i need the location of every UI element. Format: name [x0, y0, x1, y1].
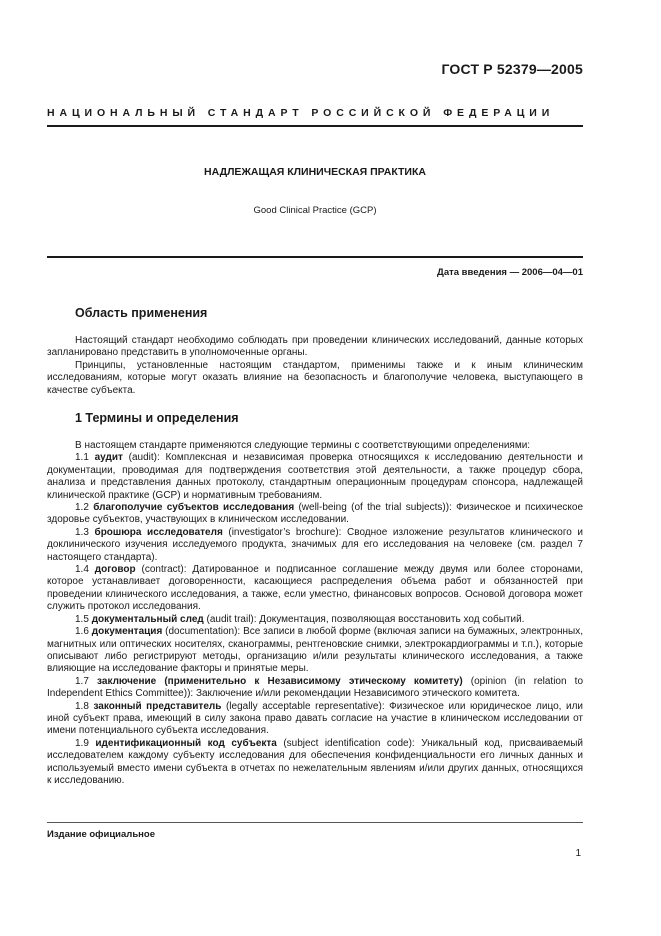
term-name: документация: [91, 626, 163, 638]
term-name: брошюра исследователя: [94, 526, 223, 538]
term-item: 1.1 аудит (audit): Комплексная и независимая проверка относящихся к исследованию деятельности и документации, проводимая для подтверждения соответствия этой деятельности, а также процедур сбора, анализа и представления данных протоколу, стандартным операционным процедурам спонсора, надлежащей клинической практике (GCP) и нормативным требованиям.: [47, 452, 583, 501]
scope-text: [47, 335, 583, 397]
term-name: идентификационный код субъекта: [95, 737, 277, 749]
national-standard-banner: НАЦИОНАЛЬНЫЙ СТАНДАРТ РОССИЙСКОЙ ФЕДЕРАЦИИ: [47, 107, 555, 119]
scope-paragraph: Принципы, установленные настоящим стандартом, применимы также и к иным клиническим исследованиям, которые могут оказать влияние на безопасность и благополучие человека, выступающего в качестве субъекта.: [47, 359, 583, 396]
term-item: 1.4 договор (contract): Датированное и подписанное соглашение между двумя или более сторонами, которое устанавливает договоренности, касающиеся распределения объема работ и обязанностей при проведении клинического исследования, а также, если уместно, финансовых вопросов. Основой договора может служить протокол исследования.: [47, 564, 583, 613]
term-item: 1.3 брошюра исследователя (investigator’s brochure): Сводное изложение результатов клинического и доклинического изучения исследуемого продукта, значимых для его исследования на человеке (см. раздел 7 настоящего стандарта).: [47, 526, 584, 563]
scope-paragraph: Настоящий стандарт необходимо соблюдать при проведении клинических исследований, данные которых запланировано представить в уполномоченные органы.: [47, 335, 583, 359]
term-item: 1.8 законный представитель (legally acceptable representative): Физическое или юридическое лицо, или иной субъект права, имеющий в силу закона право давать согласие на участие в клиническом исследовании от имени потенциального субъекта исследования.: [47, 700, 583, 737]
term-item: 1.6 документация (documentation): Все записи в любой форме (включая записи на бумажных, электронных, магнитных или оптических носителях, сканограммы, рентгеновские снимки, электрокардиограммы и т.п.), которые описывают либо регистрируют методы, организацию и/или результаты клинического исследования, а также влияющие на исследование факторы и принятые меры.: [47, 626, 583, 675]
term-item: 1.2 благополучие субъектов исследования (well-being (of the trial subjects)): Физическое и психическое здоровье субъектов, участвующих в клиническом исследовании.: [47, 502, 584, 526]
title-rule: [47, 256, 583, 258]
terms-intro: В настоящем стандарте применяются следующие термины с соответствующими определениями:: [75, 440, 531, 451]
terms-heading: 1 Термины и определения: [75, 411, 239, 425]
page-number: 1: [575, 848, 581, 859]
footer-rule: [47, 822, 583, 823]
term-name: благополучие субъектов исследования: [93, 502, 295, 514]
scope-heading: Область применения: [75, 306, 208, 320]
term-item: 1.7 заключение (применительно к Независимому этическому комитету) (opinion (in relation to Independent Ethics Committee)): Заключение и/или рекомендации Независимого этического комитета.: [47, 675, 584, 700]
header-rule: [47, 125, 583, 127]
document-title: НАДЛЕЖАЩАЯ КЛИНИЧЕСКАЯ ПРАКТИКА: [204, 166, 426, 178]
term-name: законный представитель: [93, 700, 222, 712]
term-name: договор: [94, 564, 136, 576]
term-name: заключение (применительно к Независимому этическому комитету): [97, 675, 463, 687]
term-item: 1.5 документальный след (audit trail): Документация, позволяющая восстановить ход событий.: [75, 613, 525, 625]
term-name: документальный след: [91, 613, 204, 625]
term-item: 1.9 идентификационный код субъекта (subject identification code): Уникальный код, присваиваемый исследователем каждому субъекту исследования для обеспечения конфиденциальности его личных данных и используемый вместо имени субъекта в отчетах по нежелательным явлениям и/или других данных, относящихся к исследованию.: [47, 737, 584, 786]
gost-number: ГОСТ Р 52379—2005: [441, 61, 583, 77]
term-name: аудит: [94, 452, 123, 464]
document-subtitle: Good Clinical Practice (GCP): [253, 205, 377, 216]
terms-text: [47, 440, 583, 787]
official-edition-label: Издание официальное: [47, 829, 155, 840]
introduction-date: Дата введения — 2006—04—01: [437, 267, 583, 278]
